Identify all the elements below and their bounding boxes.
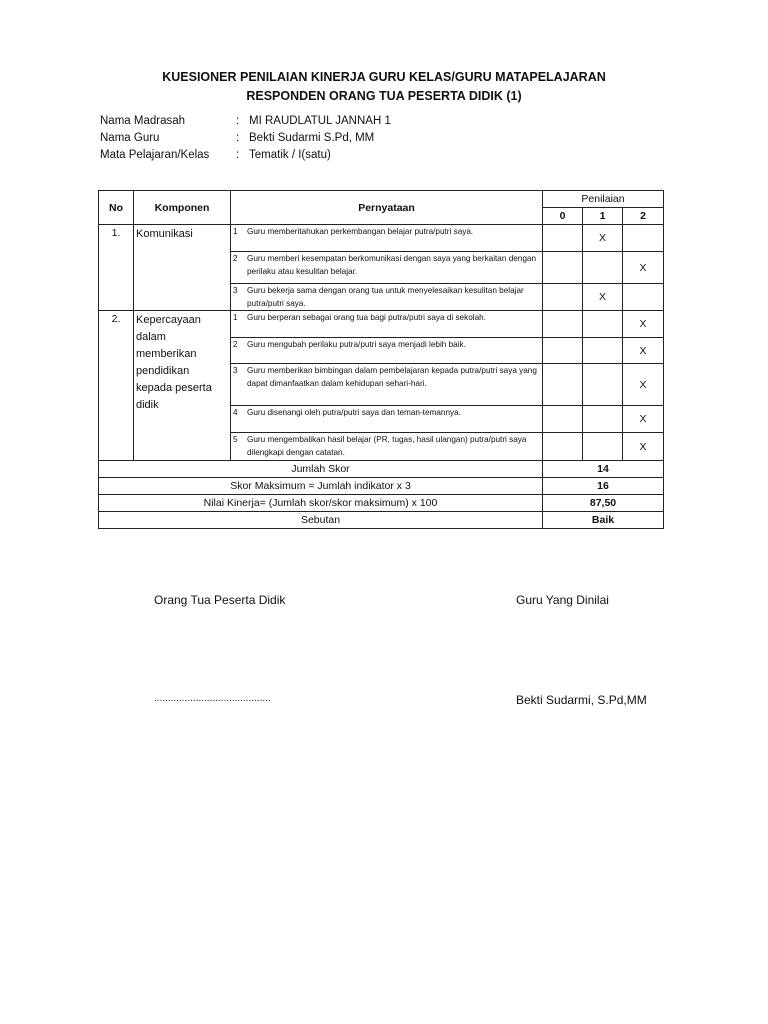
score-cell-2 <box>623 225 664 252</box>
score-cell-2: X <box>623 252 664 284</box>
summary-value: 87,50 <box>543 495 664 512</box>
statement-text: Guru mengubah perilaku putra/putri saya menjadi lebih baik. <box>247 340 466 349</box>
header-komponen: Komponen <box>134 191 231 225</box>
score-cell-0 <box>543 433 583 461</box>
score-cell-0 <box>543 225 583 252</box>
assessment-table <box>98 190 664 529</box>
score-cell-0 <box>543 311 583 338</box>
score-cell-2: X <box>623 433 664 461</box>
group-number: 1. <box>99 225 134 311</box>
statement-cell <box>231 252 543 284</box>
document-title-line1: KUESIONER PENILAIAN KINERJA GURU KELAS/GURU MATAPELAJARAN <box>162 70 606 84</box>
header-pernyataan: Pernyataan <box>231 191 543 225</box>
score-cell-1 <box>583 311 623 338</box>
table-header-row <box>99 191 664 208</box>
summary-value: 14 <box>543 461 664 478</box>
statement-cell <box>231 406 543 433</box>
score-cell-0 <box>543 252 583 284</box>
table-row <box>99 225 664 252</box>
document-title-line2: RESPONDEN ORANG TUA PESERTA DIDIK (1) <box>246 89 522 103</box>
score-cell-1 <box>583 338 623 364</box>
summary-label: Skor Maksimum = Jumlah indikator x 3 <box>99 478 543 495</box>
score-cell-2: X <box>623 338 664 364</box>
score-cell-0 <box>543 364 583 406</box>
group-komponen: Komunikasi <box>134 225 231 311</box>
info-separator: : <box>236 132 240 144</box>
statement-number: 5 <box>233 435 238 444</box>
info-separator: : <box>236 115 240 127</box>
statement-text: Guru berperan sebagai orang tua bagi putra/putri saya di sekolah. <box>247 313 486 322</box>
score-cell-2: X <box>623 364 664 406</box>
summary-label: Sebutan <box>99 512 543 529</box>
signature-left-title: Orang Tua Peserta Didik <box>154 593 286 607</box>
score-cell-2: X <box>623 406 664 433</box>
statement-number: 4 <box>233 408 238 417</box>
statement-number: 3 <box>233 366 238 375</box>
signature-left-name-line: .......................................... <box>154 693 271 704</box>
header-score-0: 0 <box>543 208 583 225</box>
info-value: Tematik / I(satu) <box>249 149 331 161</box>
info-label: Mata Pelajaran/Kelas <box>100 149 210 161</box>
header-score-2: 2 <box>623 208 664 225</box>
score-cell-1 <box>583 406 623 433</box>
score-cell-1: X <box>583 284 623 311</box>
statement-number: 2 <box>233 340 238 349</box>
statement-cell <box>231 311 543 338</box>
statement-cell <box>231 225 543 252</box>
statement-cell <box>231 364 543 406</box>
summary-row-nilai-kinerja <box>99 495 664 512</box>
info-label: Nama Madrasah <box>100 115 186 127</box>
score-cell-0 <box>543 338 583 364</box>
summary-label: Jumlah Skor <box>99 461 543 478</box>
score-cell-1 <box>583 252 623 284</box>
table-row <box>99 311 664 338</box>
statement-text: Guru memberi kesempatan berkomunikasi dengan saya yang berkaitan dengan perilaku atau kesulitan belajar. <box>247 254 537 276</box>
statement-text: Guru memberikan bimbingan dalam pembelajaran kepada putra/putri saya yang dapat dimanfaatkan dalam kehidupan sehari-hari. <box>247 366 537 388</box>
info-value: Bekti Sudarmi S.Pd, MM <box>249 132 375 144</box>
statement-text: Guru bekerja sama dengan orang tua untuk menyelesaikan kesulitan belajar putra/putri saya. <box>247 286 524 308</box>
score-cell-2: X <box>623 311 664 338</box>
score-cell-1: X <box>583 225 623 252</box>
info-value: MI RAUDLATUL JANNAH 1 <box>249 115 391 127</box>
score-cell-0 <box>543 284 583 311</box>
group-number: 2. <box>99 311 134 461</box>
statement-number: 1 <box>233 227 238 236</box>
summary-value: Baik <box>543 512 664 529</box>
summary-value: 16 <box>543 478 664 495</box>
summary-label: Nilai Kinerja= (Jumlah skor/skor maksimum) x 100 <box>99 495 543 512</box>
statement-number: 3 <box>233 286 238 295</box>
score-cell-2 <box>623 284 664 311</box>
score-cell-0 <box>543 406 583 433</box>
score-cell-1 <box>583 433 623 461</box>
score-cell-1 <box>583 364 623 406</box>
summary-row-jumlah-skor <box>99 461 664 478</box>
summary-row-sebutan <box>99 512 664 529</box>
header-penilaian: Penilaian <box>543 191 664 208</box>
statement-text: Guru memberitahukan perkembangan belajar putra/putri saya. <box>247 227 474 236</box>
statement-cell <box>231 338 543 364</box>
statement-number: 1 <box>233 313 238 322</box>
statement-text: Guru disenangi oleh putra/putri saya dan teman-temannya. <box>247 408 461 417</box>
header-score-1: 1 <box>583 208 623 225</box>
group-komponen: Kepercayaan dalam memberikan pendidikan kepada peserta didik <box>134 311 231 461</box>
signature-right-name: Bekti Sudarmi, S.Pd,MM <box>516 693 647 707</box>
info-label: Nama Guru <box>100 132 160 144</box>
statement-text: Guru mengembalikan hasil belajar (PR, tugas, hasil ulangan) putra/putri saya dilengkapi dengan catatan. <box>247 435 527 457</box>
summary-row-skor-maksimum <box>99 478 664 495</box>
statement-number: 2 <box>233 254 238 263</box>
header-no: No <box>99 191 134 225</box>
statement-cell <box>231 284 543 311</box>
statement-cell <box>231 433 543 461</box>
signature-right-title: Guru Yang Dinilai <box>516 593 609 607</box>
info-separator: : <box>236 149 240 161</box>
